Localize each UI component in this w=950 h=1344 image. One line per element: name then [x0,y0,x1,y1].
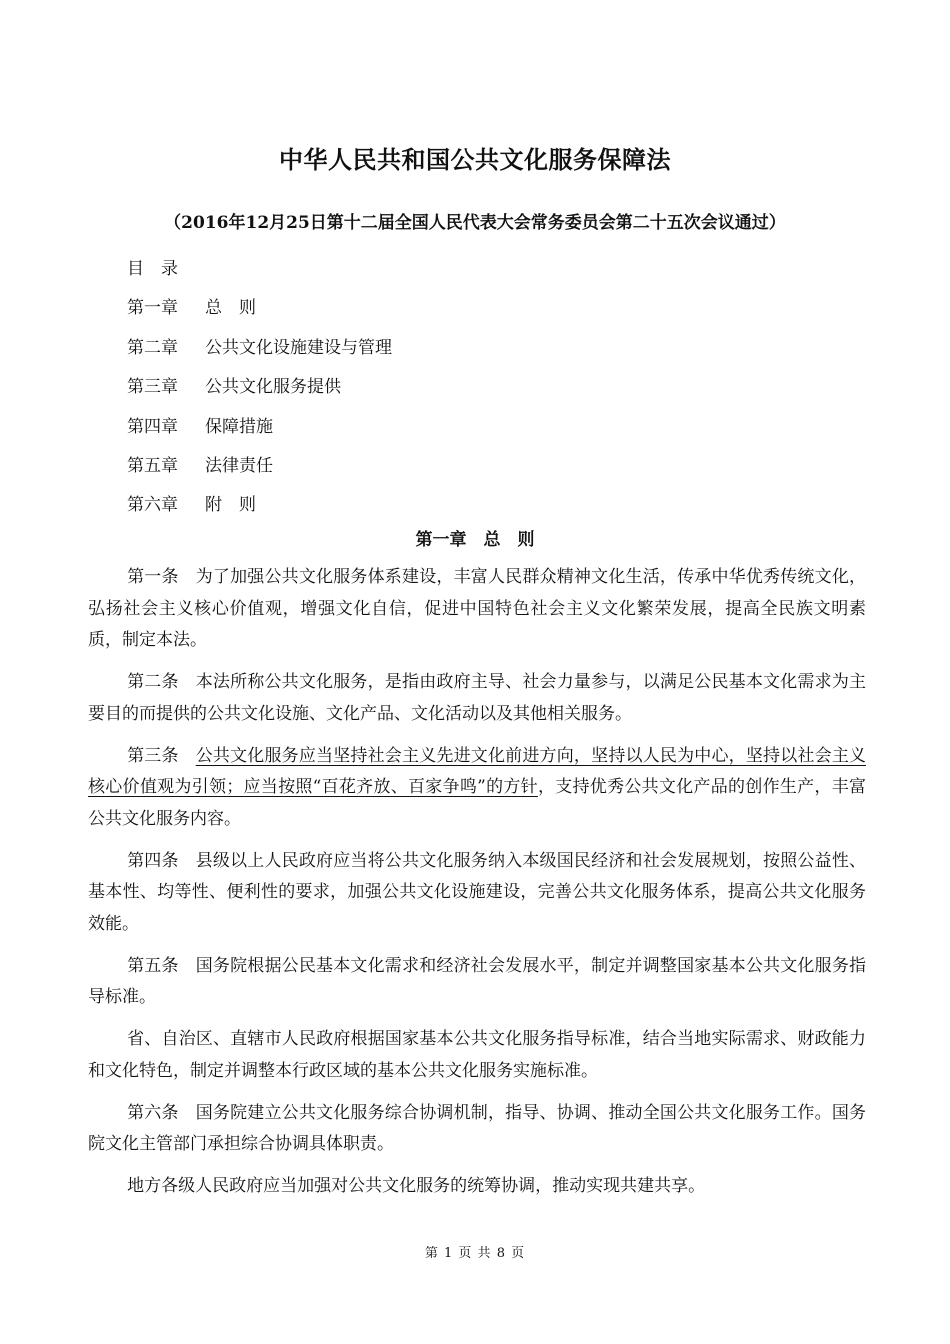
article-number: 第二条 [127,672,179,692]
article-4 [88,846,866,941]
article-number: 第五条 [127,955,179,976]
toc-item-number: 第四章 [127,416,178,437]
page-number-footer: 第 1 页 共 8 页 [424,1246,526,1261]
article-text: 本法所称公共文化服务，是指由政府主导、社会力量参与，以满足公民基本文化需求为主要目的而提供的公共文化设施、文化产品、文化活动以及其他相关服务。 [88,672,867,724]
article-text: 国务院根据公民基本文化需求和经济社会发展水平，制定并调整国家基本公共文化服务指导标准。 [88,955,867,1007]
article-6 [88,1098,866,1161]
toc-item-title: 公共文化设施建设与管理 [205,337,392,358]
article-text: 国务院建立公共文化服务综合协调机制，指导、协调、推动全国公共文化服务工作。国务院文化主管部门承担综合协调具体职责。 [88,1102,867,1154]
article-number: 第一条 [127,567,179,587]
toc-item-title: 公共文化服务提供 [205,377,341,398]
toc-item [127,408,392,447]
table-of-contents [127,250,392,526]
toc-item [127,447,392,486]
toc-item-title: 附 则 [205,495,256,516]
toc-item-title: 保障措施 [205,416,273,437]
toc-item [127,289,392,328]
toc-heading: 目 录 [127,259,178,279]
chapter-body [88,562,866,1213]
toc-item [127,486,392,525]
article-underlined-text: 公共文化服务应当坚持社会主义先进文化前进方向，坚持以人民为中心，坚持以社会主义核心价值观为引领；应当按照“百花齐放、百家争鸣”的方针 [88,745,867,797]
toc-item [127,368,392,407]
article-5-paragraph-2: 省、自治区、直辖市人民政府根据国家基本公共文化服务指导标准，结合当地实际需求、财政能力和文化特色，制定并调整本行政区域的基本公共文化服务实施标准。 [88,1029,866,1081]
document-subtitle: （2016年12月25日第十二届全国人民代表大会常务委员会第二十五次会议通过） [164,213,786,233]
article-text: 为了加强公共文化服务体系建设，丰富人民群众精神文化生活，传承中华优秀传统文化，弘扬社会主义核心价值观，增强文化自信，促进中国特色社会主义文化繁荣发展，提高全民族文明素质，制定本法。 [88,567,867,650]
toc-item-title: 总 则 [205,298,256,319]
article-2 [88,667,866,730]
article-text: 县级以上人民政府应当将公共文化服务纳入本级国民经济和社会发展规划，按照公益性、基本性、均等性、便利性的要求，加强公共文化设施建设，完善公共文化服务体系，提高公共文化服务效能。 [88,850,867,934]
article-number: 第三条 [127,745,179,766]
toc-item-number: 第五章 [127,455,178,476]
toc-item [127,329,392,368]
toc-item-number: 第一章 [127,298,178,319]
article-5 [88,951,866,1014]
article-3 [88,741,866,836]
toc-item-title: 法律责任 [205,455,273,476]
article-6-paragraph-2: 地方各级人民政府应当加强对公共文化服务的统筹协调，推动实现共建共享。 [127,1176,706,1196]
chapter-heading: 第一章 总 则 [415,530,535,550]
article-1 [88,562,866,657]
article-number: 第六条 [127,1102,179,1123]
article-number: 第四条 [127,850,179,871]
article-text: ，支持优秀公共文化产品的创作生产，丰富公共文化服务内容。 [88,777,866,829]
toc-item-number: 第三章 [127,377,178,398]
document-title: 中华人民共和国公共文化服务保障法 [279,146,671,174]
toc-item-number: 第六章 [127,495,178,516]
toc-item-number: 第二章 [127,337,178,358]
